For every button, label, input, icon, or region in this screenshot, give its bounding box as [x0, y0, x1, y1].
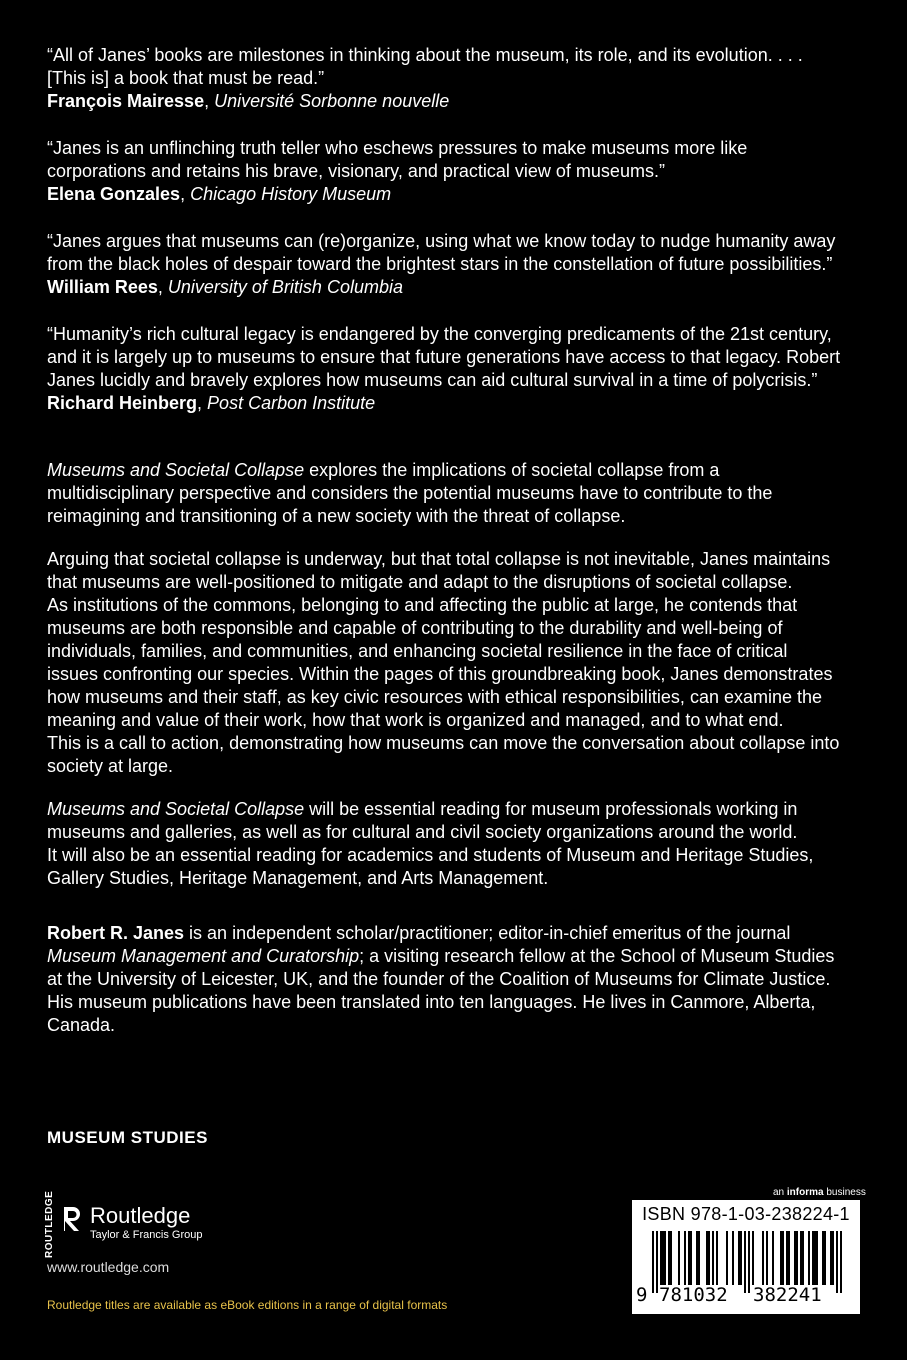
quote-4: [47, 323, 872, 415]
barcode-bar: [772, 1231, 774, 1285]
informa-brand: informa: [786, 1187, 824, 1198]
barcode-bar: [706, 1231, 708, 1285]
quote-text: [47, 44, 872, 90]
book-title: Museums and Societal Collapse: [47, 799, 305, 819]
blurb-line: reimagining and transitioning of a new society with the threat of collapse.: [47, 506, 626, 526]
barcode-bar: [684, 1231, 686, 1285]
barcode-bar: [670, 1231, 672, 1285]
bio-line: Canada.: [47, 1015, 116, 1035]
blurb-text: explores the implications of societal collapse from a: [304, 460, 720, 480]
bio-text: ; a visiting research fellow at the School of Museum Studies: [359, 946, 835, 966]
bio-line: [47, 922, 872, 945]
quote-author: Elena Gonzales: [47, 184, 181, 204]
blurb-line: how museums and their staff, as key civic resources with ethical responsibilities, can examine the: [47, 687, 823, 707]
barcode-bar: [716, 1231, 718, 1285]
quote-affiliation: University of British Columbia: [167, 277, 403, 297]
author-bio: [47, 922, 872, 1037]
quote-author: Richard Heinberg: [47, 393, 198, 413]
quote-attribution: Elena Gonzales, Chicago History Museum: [47, 184, 392, 204]
barcode-bar: [830, 1231, 832, 1285]
back-cover-text: [47, 44, 872, 1037]
barcode-lead-digit: 9: [636, 1284, 648, 1306]
blurb-paragraph-1: [47, 459, 872, 528]
quote-line: “Janes is an unflinching truth teller who eschews pressures to make museums more like: [47, 138, 748, 158]
quote-attribution: Richard Heinberg, Post Carbon Institute: [47, 393, 376, 413]
quote-line: from the black holes of despair toward the brightest stars in the constellation of future possibilities.”: [47, 254, 833, 274]
barcode-bar: [822, 1231, 824, 1285]
quote-text: [47, 137, 872, 183]
quote-line: Janes lucidly and bravely explores how museums can aid cultural survival in a time of polycrisis.”: [47, 370, 818, 390]
publisher-name-block: [90, 1203, 202, 1242]
barcode-bar: [808, 1231, 810, 1285]
barcode-bar: [652, 1231, 654, 1293]
quote-1: [47, 44, 872, 113]
barcode-bar: [738, 1231, 740, 1285]
blurb-paragraph-3: [47, 798, 872, 890]
journal-title: Museum Management and Curatorship: [47, 946, 360, 966]
barcode-bar: [664, 1231, 666, 1285]
bio-line: [47, 945, 872, 968]
quote-text: [47, 323, 872, 392]
informa-tagline: [773, 1187, 866, 1198]
barcode-bar: [708, 1231, 710, 1285]
barcode-bar: [836, 1231, 838, 1293]
barcode-bar: [824, 1231, 826, 1285]
quote-affiliation: Chicago History Museum: [190, 184, 392, 204]
quote-author: William Rees: [47, 277, 158, 297]
blurb-paragraph-2: [47, 548, 872, 778]
bio-text: is an independent scholar/practitioner; editor-in-chief emeritus of the journal: [184, 923, 791, 943]
quote-line: “Humanity’s rich cultural legacy is endangered by the converging predicaments of the 21st century,: [47, 324, 832, 344]
bio-line: at the University of Leicester, UK, and the founder of the Coalition of Museums for Climate Justice.: [47, 969, 831, 989]
blurb-line: museums and galleries, as well as for cultural and civil society organizations around the world.: [47, 822, 798, 842]
quote-author: François Mairesse: [47, 91, 205, 111]
subject-category: MUSEUM STUDIES: [47, 1128, 208, 1147]
barcode-bar: [678, 1231, 680, 1285]
barcode-bar: [656, 1231, 658, 1293]
routledge-vertical-wordmark: [43, 1190, 56, 1258]
barcode-digit-group-2: 382241: [753, 1284, 822, 1306]
barcode-bar: [812, 1231, 814, 1285]
quote-line: corporations and retains his brave, visionary, and practical view of museums.”: [47, 161, 665, 181]
barcode-bar: [688, 1231, 690, 1285]
blurb-line: individuals, families, and communities, and enhancing societal resilience in the face of critical: [47, 641, 788, 661]
barcode-bar: [668, 1231, 670, 1285]
blurb-line: [47, 459, 872, 482]
blurb-text: will be essential reading for museum professionals working in: [304, 799, 798, 819]
routledge-r-icon: [62, 1205, 84, 1233]
barcode-bar: [690, 1231, 692, 1285]
quote-3: [47, 230, 872, 299]
barcode-bar: [840, 1231, 842, 1293]
barcode-bar: [800, 1231, 802, 1285]
informa-prefix: an: [773, 1187, 787, 1198]
barcode-bar: [816, 1231, 818, 1285]
blurb-line: This is a call to action, demonstrating how museums can move the conversation about collapse into: [47, 733, 840, 753]
barcode-bar: [780, 1231, 782, 1285]
barcode-bar: [712, 1231, 714, 1285]
barcode-bar: [726, 1231, 728, 1285]
blurb-line: It will also be an essential reading for academics and students of Museum and Heritage Studies,: [47, 845, 814, 865]
barcode-bar: [832, 1231, 834, 1285]
barcode-bar: [744, 1231, 746, 1293]
barcode-digit-group-1: 781032: [659, 1284, 728, 1306]
barcode-bar: [698, 1231, 700, 1285]
quote-attribution: François Mairesse, Université Sorbonne nouvelle: [47, 91, 450, 111]
quote-attribution: William Rees, University of British Columbia: [47, 277, 403, 297]
isbn-barcode: [632, 1200, 860, 1314]
blurb-line: museums are both responsible and capable of contributing to the durability and well-being of: [47, 618, 783, 638]
blurb-line: that museums are well-positioned to mitigate and adapt to the disruptions of societal collapse.: [47, 572, 793, 592]
barcode-bar: [814, 1231, 816, 1285]
blurb-line: As institutions of the commons, belonging to and affecting the public at large, he contends that: [47, 595, 798, 615]
routledge-logo: [43, 1190, 203, 1258]
informa-suffix: business: [823, 1187, 866, 1198]
vertical-wordmark-text: ROUTLEDGE: [44, 1190, 55, 1258]
isbn-label: ISBN 978-1-03-238224-1: [642, 1204, 850, 1224]
barcode-bar: [802, 1231, 804, 1285]
quote-affiliation: Post Carbon Institute: [207, 393, 376, 413]
barcode-bar: [782, 1231, 784, 1285]
barcode-bar: [796, 1231, 798, 1285]
quote-line: [This is] a book that must be read.”: [47, 68, 325, 88]
quote-text: [47, 230, 872, 276]
ebook-note: Routledge titles are available as eBook editions in a range of digital formats: [47, 1298, 448, 1312]
barcode-bar: [788, 1231, 790, 1285]
publisher-website: www.routledge.com: [47, 1259, 170, 1275]
barcode-bar: [786, 1231, 788, 1285]
barcode-bar: [766, 1231, 768, 1285]
blurb-line: multidisciplinary perspective and considers the potential museums have to contribute to the: [47, 483, 773, 503]
bio-line: His museum publications have been translated into ten languages. He lives in Canmore, Alberta,: [47, 992, 816, 1012]
barcode-bar: [762, 1231, 764, 1285]
blurb-line: society at large.: [47, 756, 174, 776]
book-title: Museums and Societal Collapse: [47, 460, 305, 480]
publisher-group: Taylor & Francis Group: [90, 1229, 203, 1241]
quote-line: and it is largely up to museums to ensure that future generations have access to that legacy. Robert: [47, 347, 841, 367]
quote-affiliation: Université Sorbonne nouvelle: [214, 91, 450, 111]
barcode-bar: [660, 1231, 662, 1285]
blurb-line: Arguing that societal collapse is underway, but that total collapse is not inevitable, Janes maintains: [47, 549, 831, 569]
quote-2: [47, 137, 872, 206]
quote-line: “Janes argues that museums can (re)organize, using what we know today to nudge humanity away: [47, 231, 836, 251]
barcode-bar: [752, 1231, 754, 1285]
blurb-line: [47, 798, 872, 821]
barcode-bar: [696, 1231, 698, 1285]
blurb-line: meaning and value of their work, how that work is organized and managed, and to what end.: [47, 710, 784, 730]
barcode-bar: [732, 1231, 734, 1285]
author-name: Robert R. Janes: [47, 923, 185, 943]
barcode-bar: [748, 1231, 750, 1293]
quote-line: “All of Janes’ books are milestones in thinking about the museum, its role, and its evolution. . . .: [47, 45, 803, 65]
barcode-bar: [794, 1231, 796, 1285]
blurb-line: issues confronting our species. Within the pages of this groundbreaking book, Janes demonstrates: [47, 664, 833, 684]
publisher-brand: Routledge: [90, 1203, 191, 1228]
blurb-line: Gallery Studies, Heritage Management, and Arts Management.: [47, 868, 549, 888]
barcode-bar: [740, 1231, 742, 1285]
barcode-bar: [662, 1231, 664, 1285]
